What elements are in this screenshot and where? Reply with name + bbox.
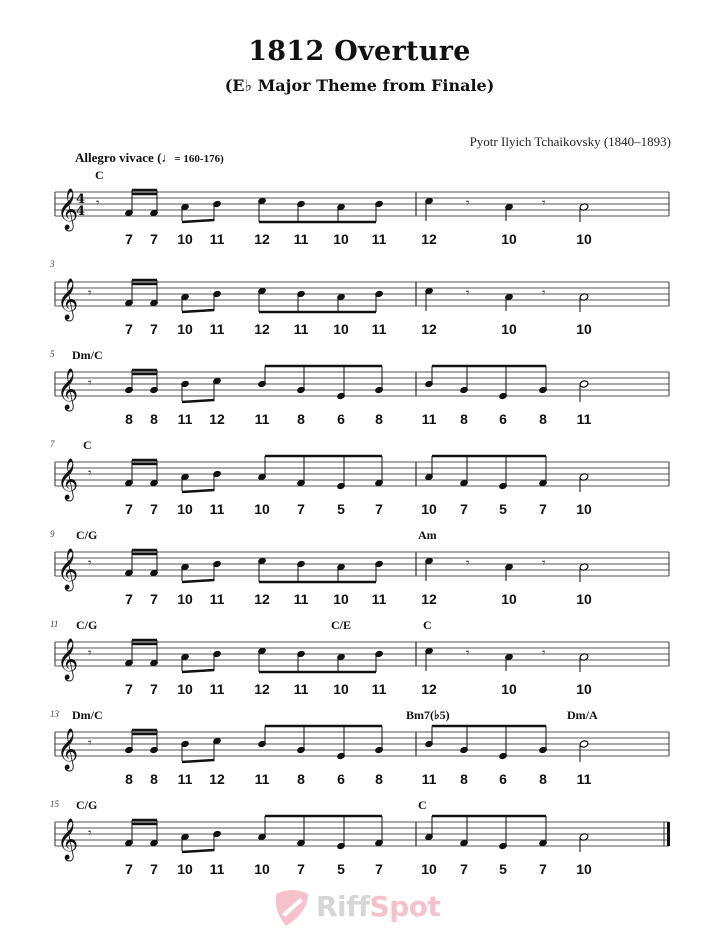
measure-number: 15 [50,799,59,809]
tab-fret-number: 11 [177,771,193,787]
tab-fret-number: 5 [337,501,345,517]
tab-fret-number: 11 [293,321,309,337]
tab-fret-number: 6 [499,771,507,787]
tab-fret-number: 12 [421,591,437,607]
quarter-note-icon: ♩ [161,150,175,165]
chord-symbol: C [423,618,432,632]
tab-fret-number: 10 [177,321,193,337]
tab-fret-number: 12 [254,231,270,247]
treble-clef-icon: 𝄞 [57,549,79,590]
tab-fret-number: 7 [297,501,305,517]
tab-fret-number: 8 [539,411,547,427]
tab-fret-number: 11 [254,771,270,787]
tab-fret-number: 10 [254,501,270,517]
treble-clef-icon: 𝄞 [57,279,79,320]
measure-number: 7 [50,439,55,449]
tab-fret-number: 8 [150,771,158,787]
tab-fret-number: 10 [177,231,193,247]
tab-fret-number: 10 [576,861,592,877]
tab-fret-number: 7 [539,501,547,517]
chord-symbol: C/G [76,528,98,542]
tab-fret-number: 12 [254,591,270,607]
tab-fret-number: 10 [501,591,517,607]
chord-symbol: C/G [76,798,98,812]
tab-fret-number: 11 [209,861,225,877]
tab-fret-number: 12 [209,411,225,427]
chord-symbol: C [83,438,92,452]
tab-fret-number: 12 [421,231,437,247]
tab-fret-number: 10 [421,861,437,877]
eighth-rest-icon: 𝄾 [88,736,92,751]
tab-fret-number: 10 [576,681,592,697]
tab-fret-number: 8 [150,411,158,427]
tab-fret-number: 7 [150,591,158,607]
measure-number: 11 [50,619,59,629]
tab-fret-number: 6 [337,771,345,787]
tab-fret-number: 12 [209,771,225,787]
eighth-rest-icon: 𝄾 [466,646,470,661]
tab-fret-number: 10 [333,321,349,337]
measure-number: 13 [50,709,59,719]
tab-fret-number: 7 [150,231,158,247]
tab-fret-number: 11 [209,231,225,247]
tab-fret-number: 10 [501,681,517,697]
eighth-rest-icon: 𝄾 [96,196,100,211]
guitar-pick-icon [272,888,312,928]
tab-fret-number: 11 [209,501,225,517]
tab-fret-number: 11 [576,411,592,427]
tab-fret-number: 11 [371,231,387,247]
tab-fret-number: 12 [421,321,437,337]
time-signature-top: 4 [76,192,86,207]
tab-fret-number: 10 [576,231,592,247]
eighth-rest-icon: 𝄾 [542,646,546,661]
chord-symbol: Dm/C [72,348,103,362]
tab-fret-number: 5 [499,861,507,877]
tab-fret-number: 11 [293,231,309,247]
chord-symbol: Dm/A [567,708,598,722]
tab-fret-number: 8 [297,771,305,787]
tab-fret-number: 6 [499,411,507,427]
eighth-rest-icon: 𝄾 [466,286,470,301]
tab-fret-number: 10 [576,321,592,337]
tab-fret-number: 11 [371,591,387,607]
tab-fret-number: 10 [254,861,270,877]
tab-fret-number: 11 [209,681,225,697]
tab-fret-number: 12 [254,681,270,697]
song-title: 1812 Overture [248,36,471,67]
tab-fret-number: 7 [150,501,158,517]
tab-fret-number: 11 [209,321,225,337]
tab-fret-number: 11 [293,681,309,697]
tab-fret-number: 10 [576,591,592,607]
measure-number: 5 [50,349,55,359]
tab-fret-number: 10 [501,321,517,337]
tab-fret-number: 7 [125,681,133,697]
tab-fret-number: 11 [371,681,387,697]
tab-fret-number: 7 [125,861,133,877]
eighth-rest-icon: 𝄾 [542,556,546,571]
tab-fret-number: 5 [337,861,345,877]
chord-symbol: C/G [76,618,98,632]
tab-fret-number: 7 [125,501,133,517]
treble-clef-icon: 𝄞 [57,729,79,770]
tab-fret-number: 7 [125,591,133,607]
tab-fret-number: 8 [375,771,383,787]
composer-credit: Pyotr Ilyich Tchaikovsky (1840–1893) [469,134,671,149]
tab-fret-number: 10 [177,591,193,607]
eighth-rest-icon: 𝄾 [466,556,470,571]
tab-fret-number: 11 [371,321,387,337]
treble-clef-icon: 𝄞 [57,819,79,860]
tab-fret-number: 10 [177,861,193,877]
tab-fret-number: 10 [333,681,349,697]
eighth-rest-icon: 𝄾 [88,466,92,481]
tab-fret-number: 7 [150,321,158,337]
chord-symbol: C [95,168,104,182]
final-barline [667,822,670,846]
chord-symbol: Bm7(♭5) [406,708,450,722]
eighth-rest-icon: 𝄾 [88,646,92,661]
tab-fret-number: 7 [150,861,158,877]
tab-fret-number: 10 [501,231,517,247]
tab-fret-number: 11 [293,591,309,607]
eighth-rest-icon: 𝄾 [88,826,92,841]
treble-clef-icon: 𝄞 [57,369,79,410]
eighth-rest-icon: 𝄾 [542,196,546,211]
tab-fret-number: 10 [421,501,437,517]
logo-text: RiffSpot [316,890,441,923]
tab-fret-number: 10 [177,681,193,697]
tab-fret-number: 7 [460,861,468,877]
tab-fret-number: 8 [375,411,383,427]
tab-fret-number: 7 [150,681,158,697]
chord-symbol: Dm/C [72,708,103,722]
eighth-rest-icon: 𝄾 [466,196,470,211]
tab-fret-number: 8 [125,771,133,787]
tab-fret-number: 10 [333,231,349,247]
eighth-rest-icon: 𝄾 [542,286,546,301]
chord-symbol: C/E [331,618,352,632]
treble-clef-icon: 𝄞 [57,459,79,500]
treble-clef-icon: 𝄞 [57,639,79,680]
measure-number: 9 [50,529,55,539]
eighth-rest-icon: 𝄾 [88,556,92,571]
tab-fret-number: 8 [297,411,305,427]
tab-fret-number: 10 [177,501,193,517]
tab-fret-number: 12 [421,681,437,697]
tab-fret-number: 8 [125,411,133,427]
tab-fret-number: 7 [297,861,305,877]
tab-fret-number: 7 [125,231,133,247]
eighth-rest-icon: 𝄾 [88,286,92,301]
tempo-text: Allegro vivace ( [75,150,162,165]
chord-symbol: Am [418,528,437,542]
eighth-rest-icon: 𝄾 [88,376,92,391]
tab-fret-number: 11 [421,771,437,787]
tab-fret-number: 8 [460,771,468,787]
tab-fret-number: 11 [576,771,592,787]
tab-fret-number: 12 [254,321,270,337]
tab-fret-number: 10 [576,501,592,517]
time-signature-bottom: 4 [76,204,86,219]
tab-fret-number: 10 [333,591,349,607]
tempo-value: = 160-176) [174,153,224,165]
measure-number: 3 [50,259,55,269]
tab-fret-number: 11 [254,411,270,427]
treble-clef-icon: 𝄞 [57,189,79,230]
note-head [579,380,589,388]
note-head [579,740,589,748]
song-subtitle: (E♭ Major Theme from Finale) [224,76,495,95]
tab-fret-number: 11 [421,411,437,427]
tab-fret-number: 11 [209,591,225,607]
tab-fret-number: 6 [337,411,345,427]
tab-fret-number: 7 [460,501,468,517]
tab-fret-number: 5 [499,501,507,517]
tab-fret-number: 11 [177,411,193,427]
tab-fret-number: 7 [375,861,383,877]
tab-fret-number: 8 [539,771,547,787]
tab-fret-number: 8 [460,411,468,427]
tab-fret-number: 7 [125,321,133,337]
tab-fret-number: 7 [539,861,547,877]
riffspot-logo [272,888,462,928]
tab-fret-number: 7 [375,501,383,517]
chord-symbol: C [418,798,427,812]
